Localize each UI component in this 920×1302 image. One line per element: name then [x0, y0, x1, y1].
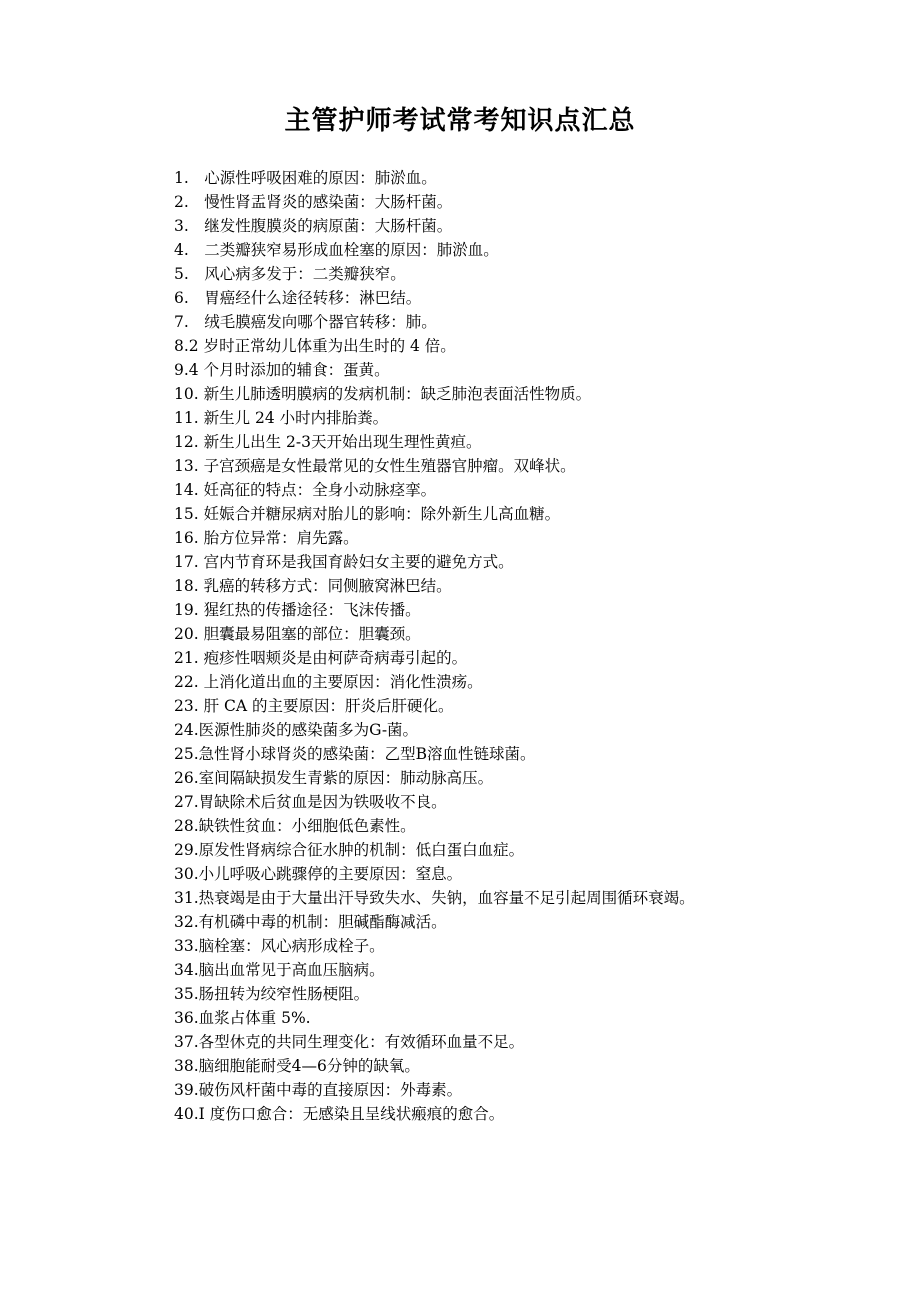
list-item: 37.各型休克的共同生理变化：有效循环血量不足。 [174, 1033, 525, 1051]
list-item: 13. 子宫颈癌是女性最常见的女性生殖器官肿瘤。双峰状。 [174, 457, 576, 475]
list-item: 23. 肝 CA 的主要原因：肝炎后肝硬化。 [174, 697, 454, 715]
list-item: 5. 风心病多发于：二类瓣狭窄。 [174, 265, 406, 283]
list-item: 36.血浆占体重 5%. [174, 1009, 311, 1027]
list-item: 26.室间隔缺损发生青紫的原因：肺动脉高压。 [174, 769, 494, 787]
list-item: 32.有机磷中毒的机制：胆碱酯酶减活。 [174, 913, 447, 931]
list-item: 12. 新生儿出生 2-3天开始出现生理性黄疸。 [174, 433, 482, 451]
list-item: 25.急性肾小球肾炎的感染菌：乙型B溶血性链球菌。 [174, 745, 536, 763]
list-item: 27.胃缺除术后贫血是因为铁吸收不良。 [174, 793, 447, 811]
list-item: 30.小儿呼吸心跳骤停的主要原因：窒息。 [174, 865, 463, 883]
list-item: 4. 二类瓣狭窄易形成血栓塞的原因：肺淤血。 [174, 241, 499, 259]
list-item: 18. 乳癌的转移方式：同侧腋窝淋巴结。 [174, 577, 452, 595]
list-item: 34.脑出血常见于高血压脑病。 [174, 961, 385, 979]
list-item: 31.热衰竭是由于大量出汗导致失水、失钠，血容量不足引起周围循环衰竭。 [174, 889, 695, 907]
list-item: 14. 妊高征的特点：全身小动脉痉挛。 [174, 481, 437, 499]
list-item: 17. 宫内节育环是我国育龄妇女主要的避免方式。 [174, 553, 514, 571]
list-item: 19. 猩红热的传播途径：飞沫传播。 [174, 601, 421, 619]
list-item: 9.4 个月时添加的辅食：蛋黄。 [174, 361, 390, 379]
list-item: 40.I 度伤口愈合：无感染且呈线状瘢痕的愈合。 [174, 1105, 505, 1123]
list-item: 3. 继发性腹膜炎的病原菌：大肠杆菌。 [174, 217, 453, 235]
list-item: 24.医源性肺炎的感染菌多为G-菌。 [174, 721, 419, 739]
list-item: 11. 新生儿 24 小时内排胎粪。 [174, 409, 389, 427]
list-item: 39.破伤风杆菌中毒的直接原因：外毒素。 [174, 1081, 463, 1099]
document-title: 主管护师考试常考知识点汇总 [284, 106, 636, 136]
list-item: 6. 胃癌经什么途径转移：淋巴结。 [174, 289, 422, 307]
list-item: 21. 疱疹性咽颊炎是由柯萨奇病毒引起的。 [174, 649, 468, 667]
list-item: 28.缺铁性贫血：小细胞低色素性。 [174, 817, 416, 835]
list-item: 8.2 岁时正常幼儿体重为出生时的 4 倍。 [174, 337, 456, 355]
list-item: 10. 新生儿肺透明膜病的发病机制：缺乏肺泡表面活性物质。 [174, 385, 592, 403]
list-item: 29.原发性肾病综合征水肿的机制：低白蛋白血症。 [174, 841, 525, 859]
list-item: 35.肠扭转为绞窄性肠梗阻。 [174, 985, 370, 1003]
list-item: 1. 心源性呼吸困难的原因：肺淤血。 [174, 169, 437, 187]
list-item: 22. 上消化道出血的主要原因：消化性溃疡。 [174, 673, 483, 691]
list-item: 7. 绒毛膜癌发向哪个器官转移：肺。 [174, 313, 437, 331]
list-item: 2. 慢性肾盂肾炎的感染菌：大肠杆菌。 [174, 193, 453, 211]
list-item: 38.脑细胞能耐受4—6分钟的缺氧。 [174, 1057, 420, 1075]
list-item: 15. 妊娠合并糖尿病对胎儿的影响：除外新生儿高血糖。 [174, 505, 561, 523]
list-item: 20. 胆囊最易阻塞的部位：胆囊颈。 [174, 625, 421, 643]
knowledge-list [136, 166, 776, 1126]
list-item: 33.脑栓塞：风心病形成栓子。 [174, 937, 385, 955]
list-item: 16. 胎方位异常：肩先露。 [174, 529, 359, 547]
